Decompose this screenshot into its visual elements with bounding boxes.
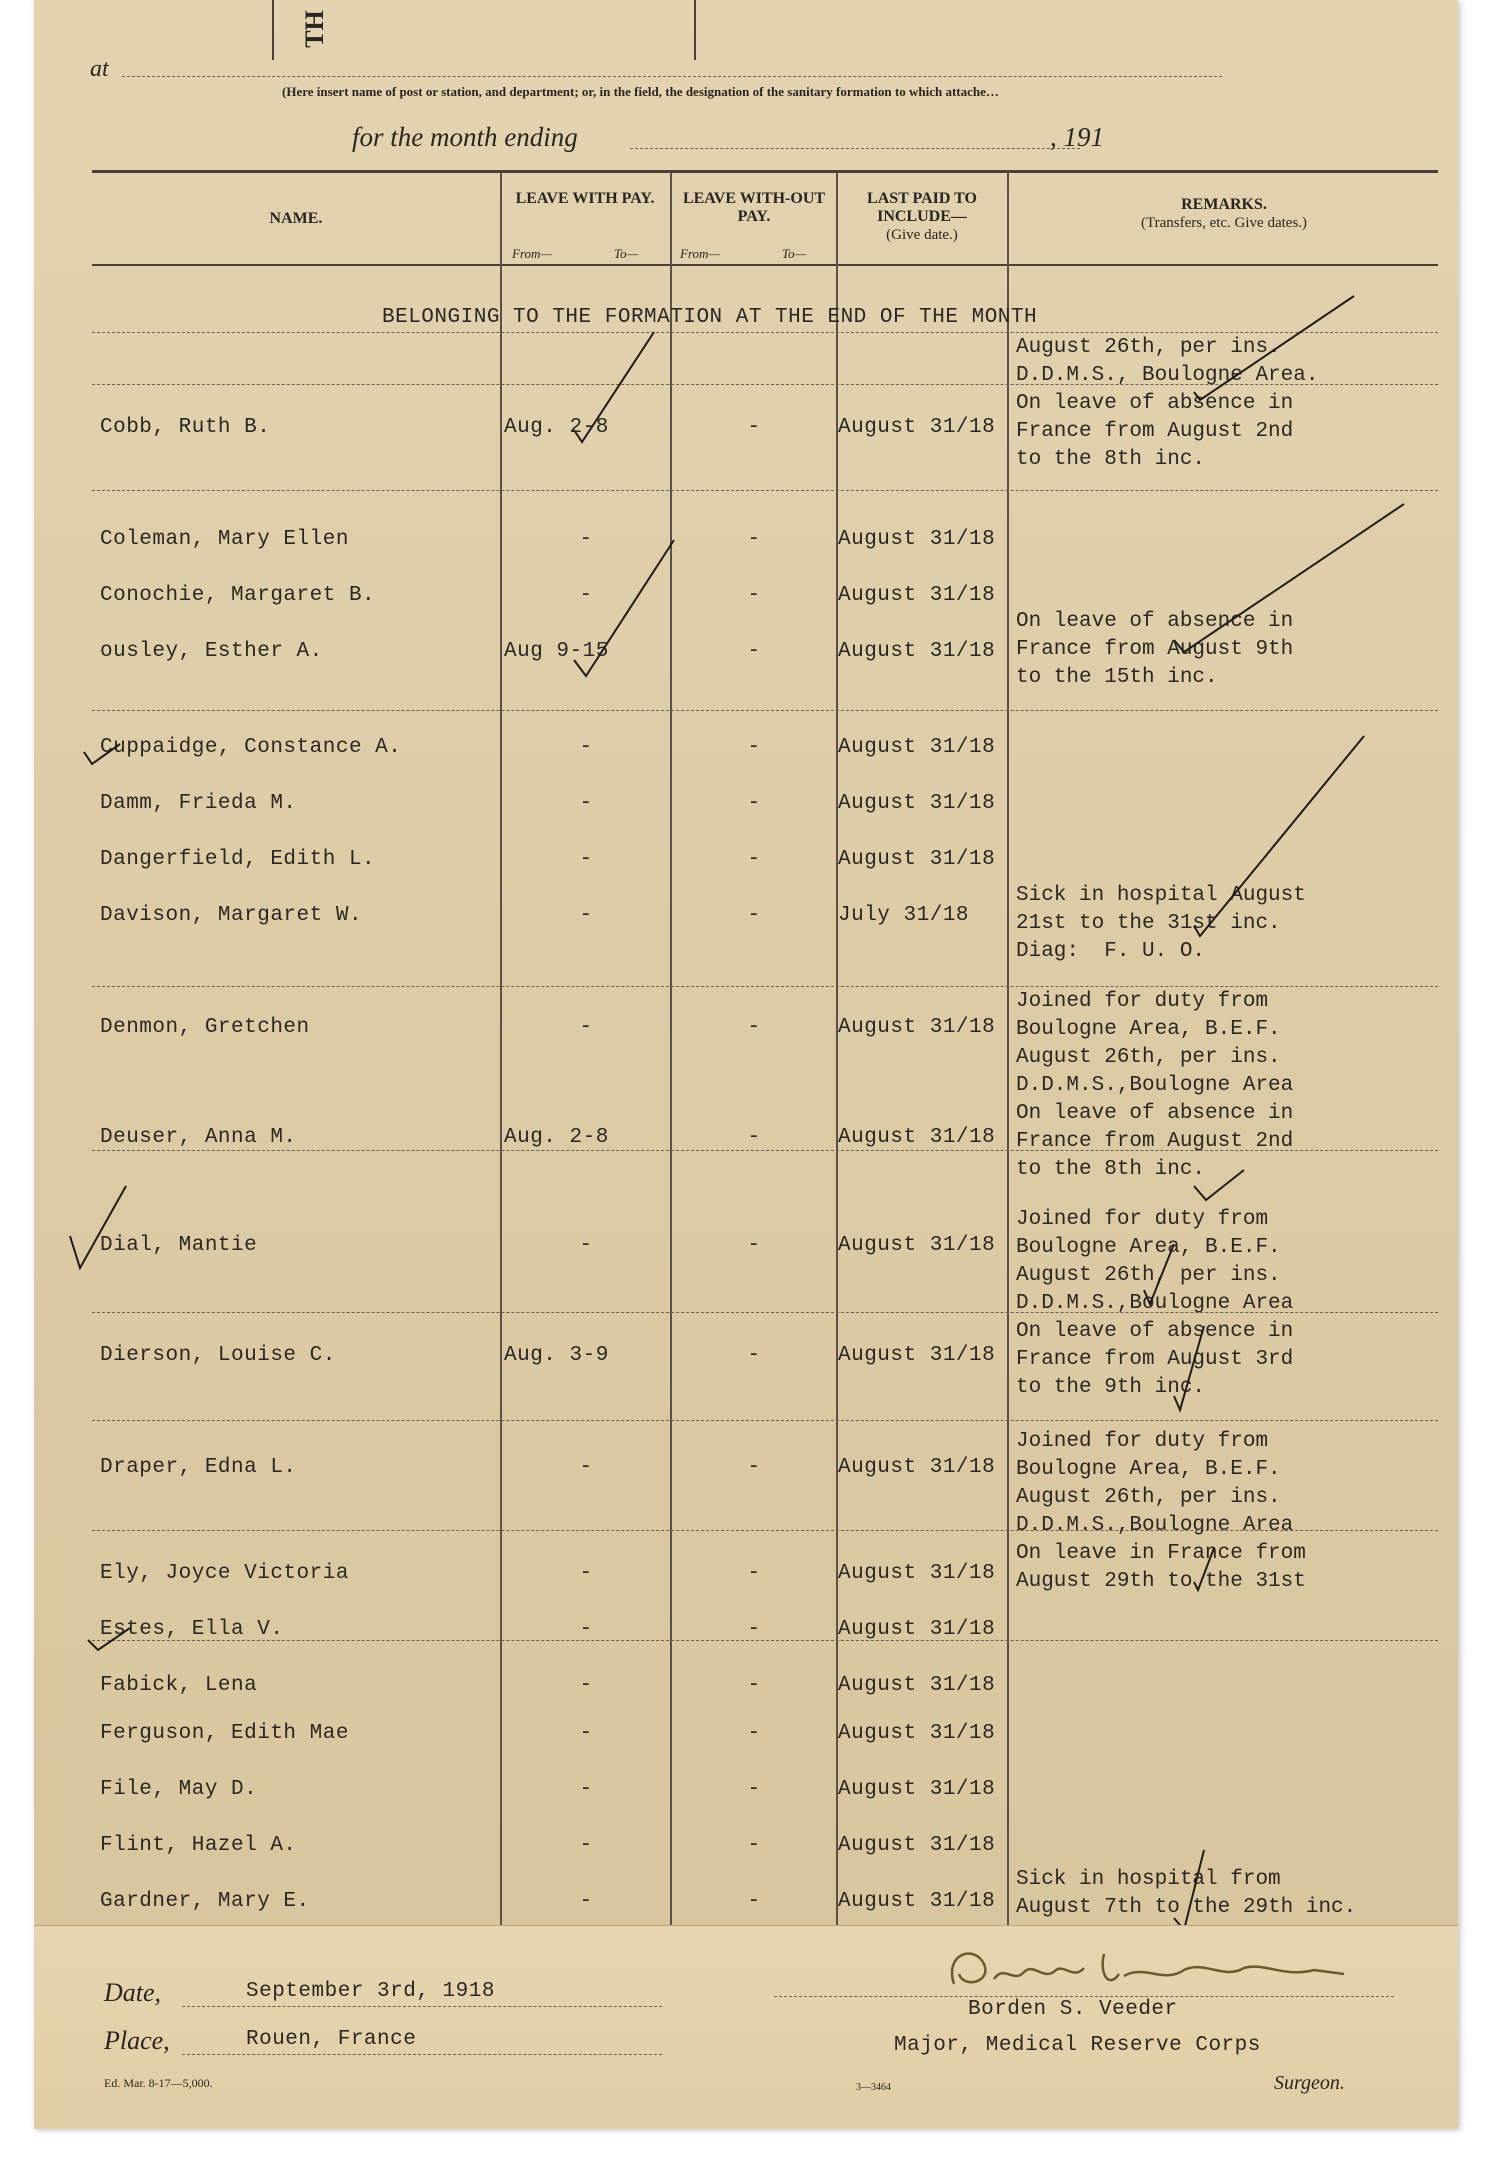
leave-without-pay-cell: - [747,736,761,759]
leave-without-pay-cell: - [747,528,761,551]
last-paid-cell: August 31/18 [838,640,996,663]
last-paid-cell: August 31/18 [838,1126,996,1149]
leave-with-pay-cell: - [579,1674,593,1697]
roster-name: Ferguson, Edith Mae [100,1722,349,1745]
leave-without-pay-cell: - [747,416,761,439]
month-label: for the month ending [352,122,578,152]
edition-note: Ed. Mar. 8-17—5,000. [104,2076,213,2090]
last-paid-cell: August 31/18 [838,1016,996,1039]
section-rule [92,332,1438,333]
leave-without-pay-cell: - [747,584,761,607]
leave-nopay-label: LEAVE WITH-OUT PAY. [682,190,826,225]
last-paid-cell: August 31/18 [838,736,996,759]
remark-dial-dierson: Joined for duty from Boulogne Area, B.E.F. August 26th, per ins. D.D.M.S.,Boulogne Area On leave of absence in France from August 3rd to the 9th inc. [1016,1208,1294,1399]
leave-with-pay-cell: - [579,1618,593,1641]
month-line [630,148,1080,149]
leave-with-pay-cell: - [579,1778,593,1801]
roster-name: Cuppaidge, Constance A. [100,736,402,759]
roster-name: Gardner, Mary E. [100,1890,310,1913]
roster-name: Dial, Mantie [100,1234,258,1257]
remark-ousley: On leave of absence in France from August 9th to the 15th inc. [1016,610,1294,689]
last-paid-cell: August 31/18 [838,1234,996,1257]
roster-name: Flint, Hazel A. [100,1834,297,1857]
leave-without-pay-cell: - [747,1344,761,1367]
leave-without-pay-cell: - [747,1016,761,1039]
place-label: Place, [104,2026,170,2055]
col-head-remarks [1014,196,1434,232]
document-page [34,0,1458,2128]
from-label-2: From— [680,246,720,261]
last-paid-cell: August 31/18 [838,1618,996,1641]
leave-without-pay-cell: - [747,1456,761,1479]
signer-name: Borden S. Veeder [968,1998,1178,2021]
leave-with-pay-cell: - [579,1722,593,1745]
leave-with-pay-cell: Aug. 3-9 [504,1344,609,1367]
roster-name: Denmon, Gretchen [100,1016,310,1039]
last-paid-cell: August 31/18 [838,528,996,551]
last-paid-cell: August 31/18 [838,1834,996,1857]
last-paid-cell: August 31/18 [838,1562,996,1585]
leave-with-pay-cell: - [579,1834,593,1857]
top-clip-divider-2 [694,0,696,60]
roster-name: ousley, Esther A. [100,640,323,663]
leave-with-pay-cell: - [579,584,593,607]
remarks-label: REMARKS. [1181,196,1267,213]
leave-with-pay-cell: - [579,1456,593,1479]
last-paid-cell: August 31/18 [838,1674,996,1697]
roster-name: Conochie, Margaret B. [100,584,376,607]
last-paid-cell: August 31/18 [838,1722,996,1745]
footer-area [34,1925,1458,2129]
roster-name: Davison, Margaret W. [100,904,363,927]
remark-denmon-deuser: Joined for duty from Boulogne Area, B.E.F. August 26th, per ins. D.D.M.S.,Boulogne Area On leave of absence in France from August 2nd to the 8th inc. [1016,990,1294,1181]
roster-name: Fabick, Lena [100,1674,258,1697]
at-label: at [90,56,109,82]
last-paid-cell: August 31/18 [838,848,996,871]
leave-with-pay-cell: - [579,848,593,871]
remark-cobb: August 26th, per ins. D.D.M.S., Boulogne Area. On leave of absence in France from August 2nd to the 8th inc. [1016,336,1319,471]
form-number: 3—3464 [856,2082,891,2093]
last-paid-label: LAST PAID TO INCLUDE— [867,190,977,225]
remark-gardner: Sick in hospital from August 7th to the 29th inc. [1016,1868,1357,1919]
section-title: BELONGING TO THE FORMATION AT THE END OF THE MONTH [382,306,1038,329]
leave-without-pay-cell: - [747,792,761,815]
roster-name: Coleman, Mary Ellen [100,528,349,551]
date-line [182,2006,662,2007]
leave-with-pay-cell: - [579,1890,593,1913]
leave-with-pay-cell: - [579,736,593,759]
leave-without-pay-cell: - [747,1234,761,1257]
roster-name: Ely, Joyce Victoria [100,1562,349,1585]
signature-line [774,1996,1394,1997]
leave-with-pay-cell: - [579,1234,593,1257]
top-clip-divider [272,0,274,60]
date-label: Date, [104,1978,162,2007]
col-sep-4 [1007,172,1009,1925]
from-label-1: From— [512,246,552,261]
last-paid-cell: August 31/18 [838,584,996,607]
leave-with-pay-cell: - [579,792,593,815]
roster-name: Draper, Edna L. [100,1456,297,1479]
roster-name: Cobb, Ruth B. [100,416,271,439]
leave-with-pay-cell: - [579,904,593,927]
leave-pay-label: LEAVE WITH PAY. [515,190,655,207]
col-sep-2 [670,172,672,1925]
last-paid-cell: August 31/18 [838,1778,996,1801]
header-top-rule [92,170,1438,173]
last-paid-cell: July 31/18 [838,904,970,927]
last-paid-sub: (Give date.) [886,227,958,243]
role-label: Surgeon. [1274,2072,1345,2094]
leave-with-pay-cell: - [579,1016,593,1039]
leave-without-pay-cell: - [747,1674,761,1697]
roster-name: Dangerfield, Edith L. [100,848,376,871]
leave-without-pay-cell: - [747,848,761,871]
signature-image [934,1934,1354,2004]
col-head-name: NAME. [269,210,323,227]
last-paid-cell: August 31/18 [838,1456,996,1479]
roster-name: Damm, Frieda M. [100,792,297,815]
roster-name: Dierson, Louise C. [100,1344,336,1367]
remarks-sub: (Transfers, etc. Give dates.) [1140,215,1308,231]
row-rule [92,1420,1438,1421]
leave-without-pay-cell: - [747,1618,761,1641]
year-prefix: , 191 [1050,122,1104,152]
col-head-leave-pay [510,190,660,208]
leave-without-pay-cell: - [747,904,761,927]
roster-name: File, May D. [100,1778,258,1801]
leave-with-pay-cell: Aug. 2-8 [504,1126,609,1149]
leave-without-pay-cell: - [747,1722,761,1745]
leave-with-pay-cell: - [579,1562,593,1585]
col-head-leave-nopay [679,190,829,226]
leave-without-pay-cell: - [747,640,761,663]
remark-davison: Sick in hospital August 21st to the 31st inc. Diag: F. U. O. [1016,884,1306,963]
header-bottom-rule [92,264,1438,266]
signer-title: Major, Medical Reserve Corps [894,2034,1261,2057]
leave-with-pay-cell: Aug. 2-8 [504,416,609,439]
top-fragment: TH [299,10,329,48]
leave-with-pay-cell: - [579,528,593,551]
last-paid-cell: August 31/18 [838,1344,996,1367]
last-paid-cell: August 31/18 [838,1890,996,1913]
leave-without-pay-cell: - [747,1126,761,1149]
place-value: Rouen, France [246,2028,417,2051]
row-rule [92,490,1438,491]
to-label-1: To— [614,246,639,261]
row-rule [92,710,1438,711]
leave-without-pay-cell: - [747,1890,761,1913]
col-head-last-paid [846,190,998,244]
roster-name: Deuser, Anna M. [100,1126,297,1149]
place-line [182,2054,662,2055]
col-sep-1 [500,172,502,1925]
remark-draper-ely: Joined for duty from Boulogne Area, B.E.F. August 26th, per ins. D.D.M.S.,Boulogne Area On leave in France from August 29th to the 31st [1016,1430,1306,1593]
leave-with-pay-cell: Aug 9-15 [504,640,609,663]
roster-name: Estes, Ella V. [100,1618,284,1641]
leave-without-pay-cell: - [747,1834,761,1857]
last-paid-cell: August 31/18 [838,416,996,439]
date-value: September 3rd, 1918 [246,1980,495,2003]
at-line [122,76,1222,77]
leave-without-pay-cell: - [747,1778,761,1801]
leave-without-pay-cell: - [747,1562,761,1585]
post-instruction: (Here insert name of post or station, and department; or, in the field, the designation of the sanitary formation to which attache… [282,84,999,99]
row-rule [92,986,1438,987]
last-paid-cell: August 31/18 [838,792,996,815]
to-label-2: To— [782,246,807,261]
